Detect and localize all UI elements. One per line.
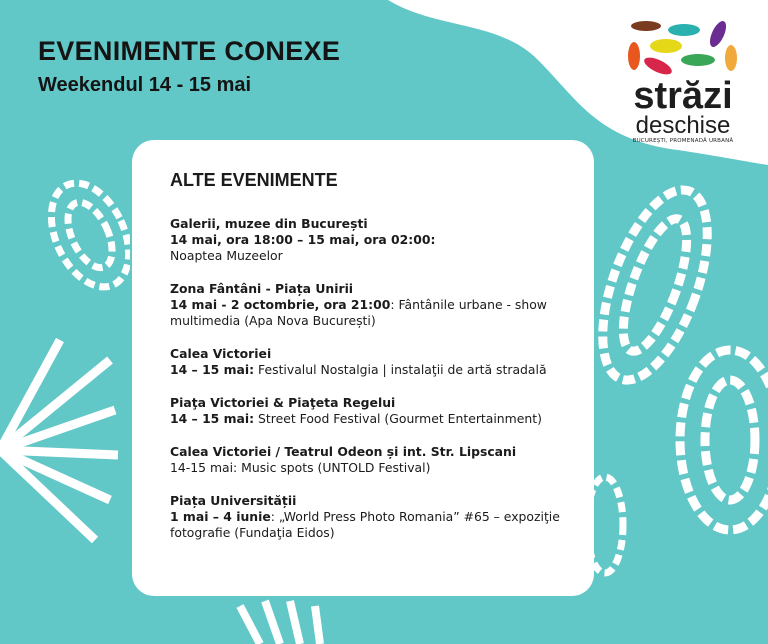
event-description: Noaptea Muzeelor <box>170 248 283 263</box>
event-item <box>170 444 580 476</box>
event-date: 14 – 15 mai: <box>170 362 255 377</box>
events-list <box>170 216 580 558</box>
footprints-logo-icon <box>626 18 741 82</box>
footprint-decoration-bottom-right <box>590 470 630 580</box>
event-location: Calea Victoriei / Teatrul Odeon și int. Str. Lipscani <box>170 444 517 459</box>
event-item <box>170 395 580 427</box>
card-title: ALTE EVENIMENTE <box>170 170 338 190</box>
footprint-decoration-bottom <box>230 596 340 644</box>
event-description: : Fântânile urbane - show multimedia (Apa Nova București) <box>170 297 547 328</box>
event-location: Galerii, muzee din București <box>170 216 368 231</box>
event-date: 14 mai, ora 18:00 – 15 mai, ora 02:00: <box>170 232 436 247</box>
event-location: Piața Universității <box>170 493 297 508</box>
event-location: Piaţa Victoriei & Piaţeta Regelui <box>170 395 396 410</box>
event-description: 14-15 mai: Music spots (UNTOLD Festival) <box>170 460 431 475</box>
event-date: 1 mai – 4 iunie <box>170 509 271 524</box>
logo-word-deschise: deschise <box>635 112 731 139</box>
footprint-decoration-right-bottom <box>660 340 768 540</box>
event-description: : „World Press Photo Romania” #65 – expoziţie fotografie (Fundaţia Eidos) <box>170 509 560 540</box>
events-card <box>132 140 594 596</box>
logo-word-strazi: străzi <box>633 75 733 117</box>
event-date: 14 – 15 mai: <box>170 411 255 426</box>
event-description: Festivalul Nostalgia | instalaţii de artă stradală <box>254 362 547 377</box>
event-description: Street Food Festival (Gourmet Entertainment) <box>254 411 542 426</box>
footprint-decoration-left-bottom <box>0 330 120 570</box>
footprint-decoration-left-top <box>40 170 130 300</box>
event-location: Calea Victoriei <box>170 346 272 361</box>
event-item <box>170 281 580 329</box>
event-date: 14 mai - 2 octombrie, ora 21:00 <box>170 297 391 312</box>
strazi-deschise-logo <box>618 18 748 144</box>
logo-tagline: BUCUREȘTI, PROMENADĂ URBANĂ <box>632 138 734 144</box>
event-item <box>170 493 580 541</box>
event-item <box>170 216 580 264</box>
page-subtitle: Weekendul 14 - 15 mai <box>38 74 252 96</box>
page-title: EVENIMENTE CONEXE <box>38 36 341 66</box>
event-item <box>170 346 580 378</box>
event-location: Zona Fântâni - Piața Unirii <box>170 281 354 296</box>
